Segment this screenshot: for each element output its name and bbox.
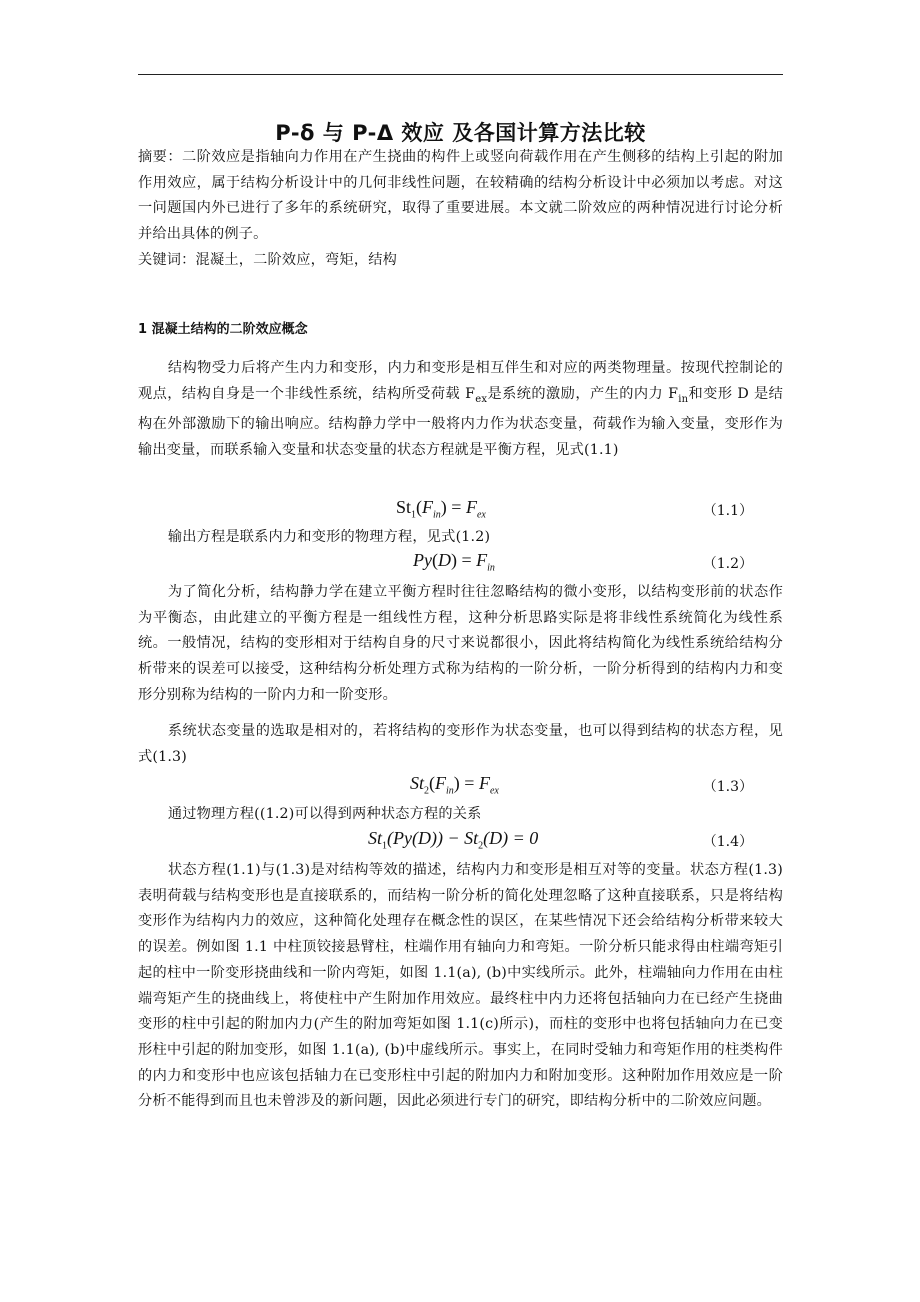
keywords: 关键词：混凝土，二阶效应，弯矩，结构 — [138, 251, 397, 268]
section-heading-1: 1 混凝土结构的二阶效应概念 — [138, 322, 308, 337]
paragraph-3: 为了简化分析，结构静力学在建立平衡方程时往往忽略结构的微小变形，以结构变形前的状态作为平衡态，由此建立的平衡方程是一组线性方程，这种分析思路实际是将非线性系统简化为线性系统。一般情况，结构的变形相对于结构自身的尺寸来说都很小，因此将结构简化为线性系统给结构分析带来的误差可以接受，这种结构分析处理方式称为结构的一阶分析，一阶分析得到的结构内力和变形分别称为结构的一阶内力和一阶变形。 — [138, 584, 783, 703]
equation-1-1-number: （1.1） — [702, 503, 753, 519]
equation-1-4-number: （1.4） — [702, 834, 753, 850]
para1-text-c: 和变形 D 是结构在外部激励下的输出响应。结构静力学中一般将内力作为状态变量，荷载作为输入变量，变形作为输出变量，而联系输入变量和状态变量的状态方程就是平衡方程，见式(1.1) — [138, 385, 784, 458]
para1-text-a: 结构物受力后将产生内力和变形，内力和变形是相互伴生和对应的两类物理量。按现代控制论的观点，结构自身是一个非线性系统，结构所受荷载 F — [138, 360, 783, 402]
equation-1-1-formula: $St_1(F_{in}) = F_{ex}$ — [396, 497, 486, 521]
document-title: P-δ 与 P-Δ 效应 及各国计算方法比较 — [275, 121, 646, 145]
equation-1-3 — [138, 773, 783, 799]
paragraph-5: 通过物理方程((1.2)可以得到两种状态方程的关系 — [167, 806, 482, 822]
para1-sub-in: in — [678, 393, 689, 405]
paragraph-2: 输出方程是联系内力和变形的物理方程，见式(1.2) — [167, 529, 491, 545]
equation-1-3-formula: $St_2(F_{in}) = F_{ex}$ — [410, 773, 499, 797]
abstract: 摘要：二阶效应是指轴向力作用在产生挠曲的构件上或竖向荷载作用在产生侧移的结构上引起的附加作用效应，属于结构分析设计中的几何非线性问题，在较精确的结构分析设计中必须加以考虑。对这一问题国内外已进行了多年的系统研究，取得了重要进展。本文就二阶效应的两种情况进行讨论分析并给出具体的例子。 — [138, 149, 783, 243]
para1-sub-ex: ex — [475, 393, 488, 405]
equation-1-2 — [138, 550, 783, 576]
equation-1-4-formula: $St_1(Py(D)) - St_2(D) = 0$ — [368, 828, 539, 852]
abstract-block — [138, 145, 783, 274]
paragraph-6: 状态方程(1.1)与(1.3)是对结构等效的描述，结构内力和变形是相互对等的变量。状态方程(1.3)表明荷载与结构变形也是直接联系的，而结构一阶分析的简化处理忽略了这种直接联系，只是将结构变形作为结构内力的效应，这种简化处理存在概念性的误区，在某些情况下还会给结构分析带来较大的误差。例如图 1.1 中柱顶铰接悬臂柱，柱端作用有轴向力和弯矩。一阶分析只能求得由柱端弯矩引起的柱中一阶变形挠曲线和一阶内弯矩，如图 1.1(a), (b)中实线所示。此外，柱端轴向力作用在由柱端弯矩产生的挠曲线上，将使柱中产生附加作用效应。最终柱中内力还将包括轴向力在已经产生挠曲变形的柱中引起的附加内力(产生的附加弯矩如图 1.1(c)所示)，而柱的变形中也将包括轴向力在已变形柱中引起的附加变形，如图 1.1(a), (b)中虚线所示。事实上，在同时受轴力和弯矩作用的柱类构件的内力和变形中也应该包括轴力在已变形柱中引起的附加内力和附加变形。这种附加作用效应是一阶分析不能得到而且也未曾涉及的新问题，因此必须进行专门的研究，即结构分析中的二阶效应问题。 — [138, 862, 783, 1110]
equation-1-3-number: （1.3） — [702, 779, 753, 795]
equation-1-2-formula: $Py(D) = F_{in}$ — [413, 550, 495, 574]
para1-text-b: 是系统的激励，产生的内力 F — [487, 385, 679, 402]
paragraph-1 — [138, 356, 783, 464]
equation-1-1 — [138, 497, 783, 523]
paragraph-4: 系统状态变量的选取是相对的，若将结构的变形作为状态变量，也可以得到结构的状态方程，见式(1.3) — [138, 723, 783, 765]
equation-1-2-number: （1.2） — [702, 556, 753, 572]
header-rule — [138, 74, 783, 75]
equation-1-4 — [138, 828, 783, 854]
